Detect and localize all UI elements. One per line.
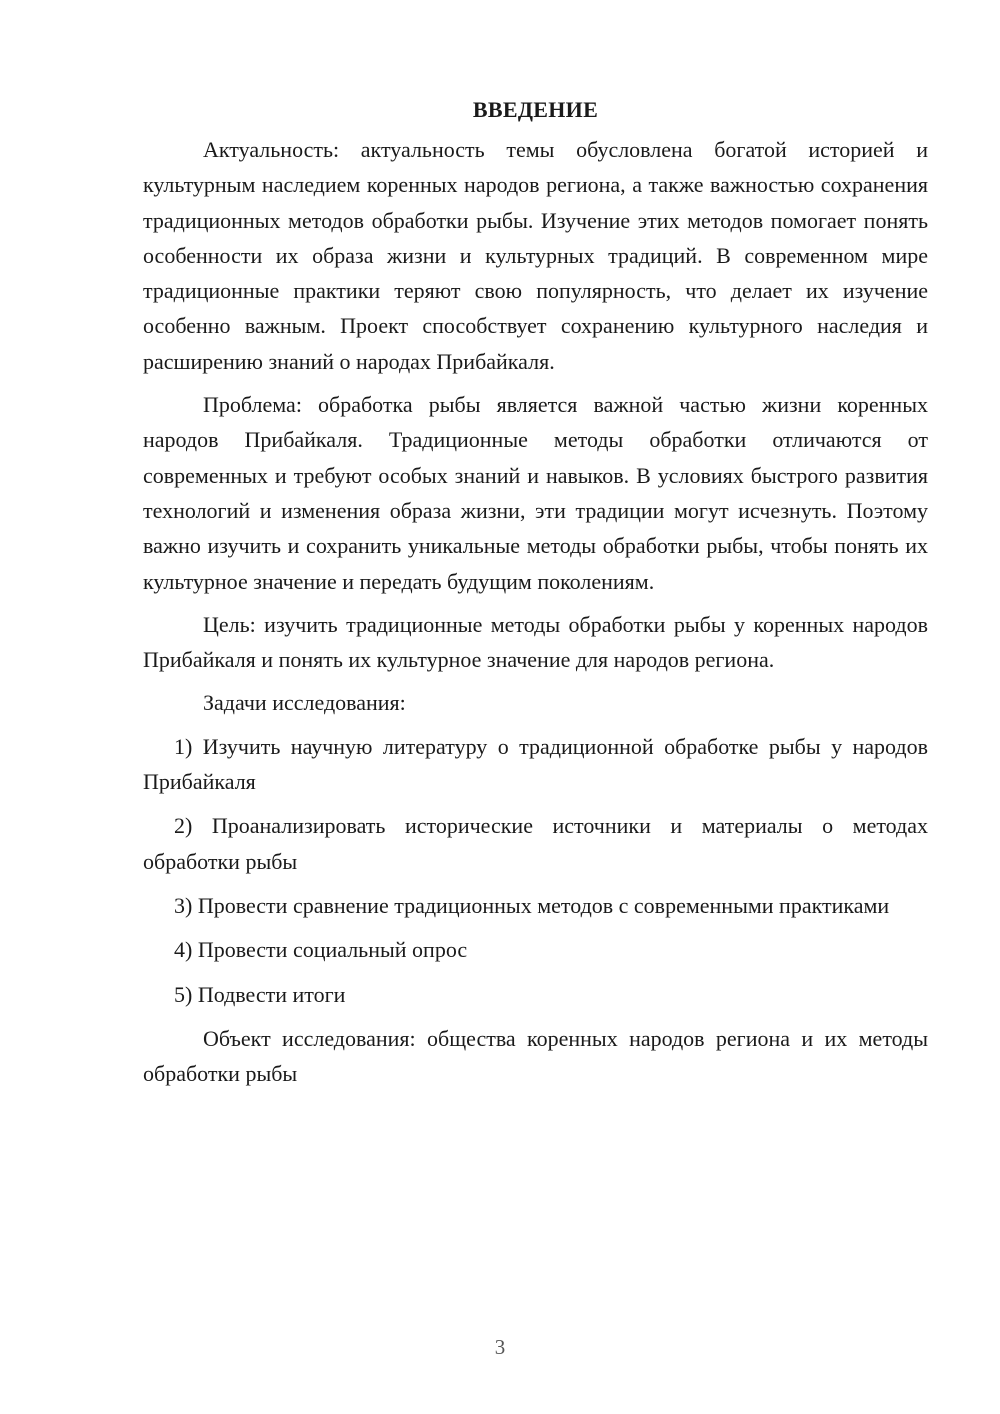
page-number: 3 bbox=[494, 1335, 506, 1359]
relevance-paragraph: Актуальность: актуальность темы обусловлена богатой историей и культурным наследием коренных народов региона, а также важностью сохранения традиционных методов обработки рыбы. Изучение этих методов помогает понять особенности их образа жизни и культурных традиций. В современном мире традиционные практики теряют свою популярность, что делает их изучение особенно важным. Проект способствует сохранению культурного наследия и расширению знаний о народах Прибайкаля. bbox=[143, 137, 928, 374]
section-title: ВВЕДЕНИЕ bbox=[472, 97, 599, 122]
problem-paragraph: Проблема: обработка рыбы является важной частью жизни коренных народов Прибайкаля. Традиционные методы обработки отличаются от современных и требуют особых знаний и навыков. В условиях быстрого развития технологий и изменения образа жизни, эти традиции могут исчезнуть. Поэтому важно изучить и сохранить уникальные методы обработки рыбы, чтобы понять их культурное значение и передать будущим поколениям. bbox=[143, 392, 928, 594]
task-item: 2) Проанализировать исторические источники и материалы о методах обработки рыбы bbox=[143, 813, 928, 874]
object-paragraph: Объект исследования: общества коренных народов региона и их методы обработки рыбы bbox=[143, 1025, 928, 1087]
task-item: 5) Подвести итоги bbox=[174, 981, 346, 1007]
tasks-heading: Задачи исследования: bbox=[203, 690, 406, 716]
task-item: 3) Провести сравнение традиционных методов с современными практиками bbox=[174, 892, 890, 918]
task-item: 4) Провести социальный опрос bbox=[174, 937, 468, 963]
goal-paragraph: Цель: изучить традиционные методы обработки рыбы у коренных народов Прибайкаля и понять их культурное значение для народов региона. bbox=[143, 611, 928, 673]
document-page bbox=[143, 92, 928, 1099]
task-item: 1) Изучить научную литературу о традиционной обработке рыбы у народов Прибайкаля bbox=[143, 733, 928, 795]
